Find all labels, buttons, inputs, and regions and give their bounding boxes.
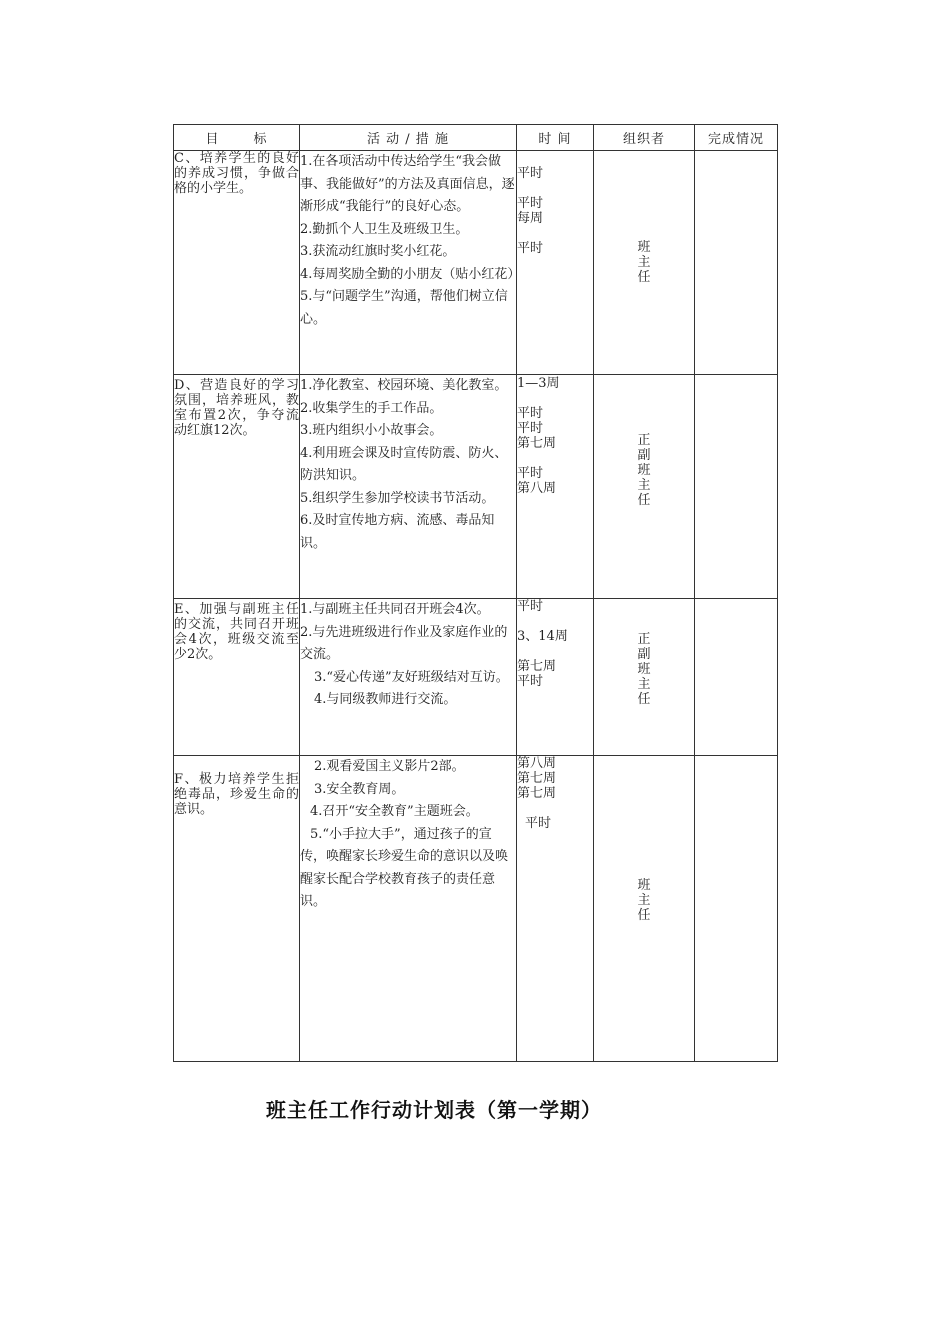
status-cell <box>695 151 778 375</box>
goal-cell: F、极力培养学生拒绝毒品，珍爱生命的意识。 <box>174 756 300 1062</box>
time-entry: 平时 <box>517 466 544 481</box>
activity-item: 3.安全教育周。 <box>314 781 405 797</box>
activity-item: 1.与副班主任共同召开班会4次。 <box>300 602 490 617</box>
activity-item: 4.与同级教师进行交流。 <box>314 692 457 707</box>
goal-cell: D、营造良好的学习氛围，培养班风，教室布置2次，争夺流动红旗12次。 <box>174 375 300 599</box>
time-entry: 第七周 <box>517 786 557 801</box>
time-entry: 平时 <box>517 196 544 211</box>
organizer-char: 班 <box>637 878 651 893</box>
header-activities: 活 动 / 措 施 <box>300 125 517 151</box>
activity-item: 2.观看爱国主义影片2部。 <box>314 759 465 774</box>
organizer-char: 班 <box>637 240 651 255</box>
table-row <box>174 599 778 756</box>
time-entry: 平时 <box>517 421 544 436</box>
time-cell <box>517 375 594 599</box>
organizer-char: 正 <box>637 632 651 647</box>
time-entry: 平时 <box>517 599 544 614</box>
organizer-char: 任 <box>637 270 651 285</box>
activity-item: 5.“小手拉大手”，通过孩子的宣传，唤醒家长珍爱生命的意识以及唤醒家长配合学校教育孩子的责任意识。 <box>300 826 509 909</box>
goal-cell: E、加强与副班主任的交流，共同召开班会4次，班级交流至少2次。 <box>174 599 300 756</box>
organizer-char: 正 <box>637 433 651 448</box>
goal-cell: C、培养学生的良好的养成习惯，争做合格的小学生。 <box>174 151 300 375</box>
time-entry: 3、14周 <box>517 629 568 644</box>
organizer-char: 副 <box>637 647 651 662</box>
time-entry <box>517 226 593 241</box>
organizer-char: 主 <box>637 893 651 908</box>
organizer-char: 主 <box>637 255 651 270</box>
time-cell <box>517 599 594 756</box>
time-entry <box>517 391 593 406</box>
time-cell <box>517 151 594 375</box>
organizer-cell <box>594 151 695 375</box>
organizer-cell <box>594 599 695 756</box>
time-entry: 平时 <box>517 406 544 421</box>
header-time: 时 间 <box>517 125 594 151</box>
table-row <box>174 151 778 375</box>
organizer-char: 主 <box>637 677 651 692</box>
activity-item: 4.每周奖励全勤的小朋友（贴小红花） <box>300 266 521 282</box>
status-cell <box>695 375 778 599</box>
table-row <box>174 375 778 599</box>
time-entry: 第七周 <box>517 771 557 786</box>
activity-item: 1.净化教室、校园环境、美化教室。 <box>300 378 508 393</box>
status-cell <box>695 599 778 756</box>
activity-item: 1.在各项活动中传达给学生“我会做事、我能做好”的方法及真面信息，逐渐形成“我能行”的良好心态。 <box>300 154 515 214</box>
header-goal: 目 标 <box>174 125 300 151</box>
time-entry <box>517 181 593 196</box>
time-entry <box>517 451 593 466</box>
table-row <box>174 756 778 1062</box>
time-entry: 第七周 <box>517 436 557 451</box>
time-cell <box>517 756 594 1062</box>
time-entry: 第八周 <box>517 481 557 496</box>
activity-item: 4.利用班会课及时宣传防震、防火、防洪知识。 <box>300 445 508 483</box>
page-title: 班主任工作行动计划表（第一学期） <box>266 1098 602 1122</box>
activity-item: 5.组织学生参加学校读书节活动。 <box>300 490 495 506</box>
activities-cell <box>300 599 517 756</box>
organizer-char: 主 <box>637 478 651 493</box>
time-entry <box>517 801 593 816</box>
organizer-cell <box>594 756 695 1062</box>
action-plan-table <box>173 124 778 1062</box>
organizer-char: 任 <box>637 493 651 508</box>
activity-item: 3.“爱心传递”友好班级结对互访。 <box>314 669 509 685</box>
time-entry: 平时 <box>517 166 544 181</box>
organizer-char: 班 <box>637 463 651 478</box>
activity-item: 3.班内组织小小故事会。 <box>300 423 443 438</box>
activity-item: 6.及时宣传地方病、流感、毒品知识。 <box>300 513 495 551</box>
activity-item: 2.与先进班级进行作业及家庭作业的交流。 <box>300 624 508 662</box>
header-organizer: 组织者 <box>594 125 695 151</box>
organizer-char: 任 <box>637 908 651 923</box>
activity-item: 4.召开“安全教育”主题班会。 <box>310 804 479 819</box>
organizer-cell <box>594 375 695 599</box>
time-entry: 平时 <box>517 241 544 256</box>
time-entry: 第八周 <box>517 756 557 771</box>
organizer-char: 副 <box>637 448 651 463</box>
activity-item: 2.收集学生的手工作品。 <box>300 400 443 416</box>
organizer-char: 任 <box>637 692 651 707</box>
activities-cell <box>300 756 517 1062</box>
time-entry: 1—3周 <box>517 376 560 391</box>
time-entry: 第七周 <box>517 659 557 674</box>
activities-cell <box>300 151 521 375</box>
header-status: 完成情况 <box>695 125 778 151</box>
time-entry <box>517 614 593 629</box>
organizer-char: 班 <box>637 662 651 677</box>
time-entry: 每周 <box>517 211 544 226</box>
time-entry <box>517 644 593 659</box>
time-entry: 平时 <box>517 674 544 689</box>
activity-item: 3.获流动红旗时奖小红花。 <box>300 244 456 259</box>
time-entry: 平时 <box>525 816 552 831</box>
activity-item: 5.与“问题学生”沟通，帮他们树立信心。 <box>300 289 508 327</box>
activity-item: 2.勤抓个人卫生及班级卫生。 <box>300 221 469 237</box>
status-cell <box>695 756 778 1062</box>
activities-cell <box>300 375 517 599</box>
table-header-row <box>174 125 778 151</box>
